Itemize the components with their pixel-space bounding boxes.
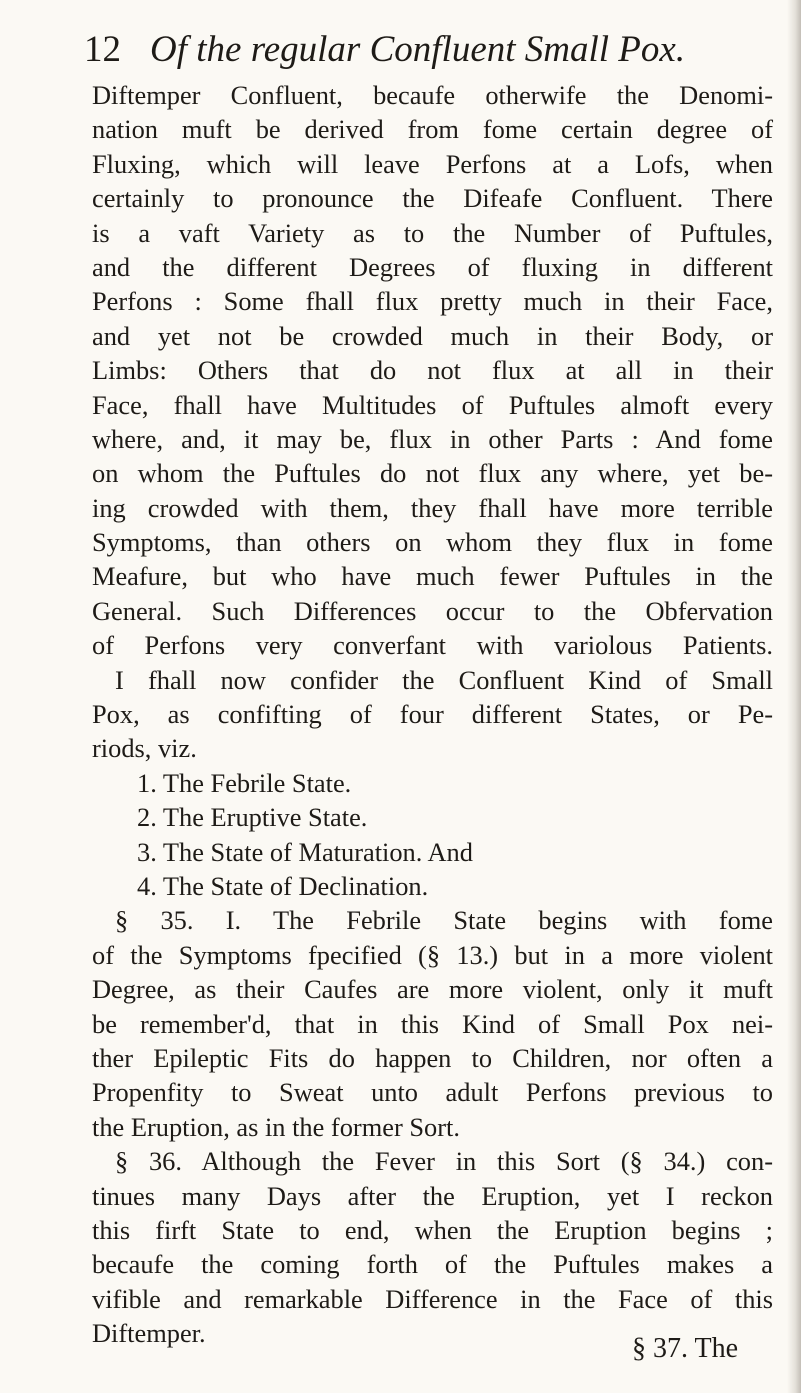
text-line: Symptoms, than others on whom they flux in fome — [92, 527, 773, 558]
section-heading-line: § 36. Although the Fever in this Sort (§ 34.) con- — [115, 1146, 773, 1177]
running-header — [84, 28, 704, 84]
text-line: General. Such Differences occur to the Obfervation — [92, 595, 773, 626]
catchword: § 37. The — [632, 1333, 739, 1364]
text-line: riods, viz. — [92, 733, 197, 764]
running-title: Of the regular Confluent Small Pox. — [150, 29, 686, 70]
text-line: I fhall now confider the Confluent Kind of Small — [115, 664, 773, 695]
page-number: 12 — [84, 29, 121, 70]
text-line: Diftemper. — [92, 1318, 206, 1349]
list-item: 1. The Febrile State. — [137, 767, 352, 798]
text-line: Perfons : Some fhall flux pretty much in their Face, — [92, 286, 773, 317]
text-line: of Perfons very converfant with variolous Patients. — [92, 630, 773, 661]
text-line: becaufe the coming forth of the Puftules makes a — [92, 1249, 773, 1280]
text-line: ing crowded with them, they fhall have more terrible — [92, 492, 773, 523]
text-line: Limbs: Others that do not flux at all in their — [92, 355, 773, 386]
text-line: of the Symptoms fpecified (§ 13.) but in a more violent — [92, 939, 773, 970]
text-line: Propenfity to Sweat unto adult Perfons previous to — [92, 1077, 773, 1108]
text-line: on whom the Puftules do not flux any where, yet be- — [92, 458, 773, 489]
page-edge-shadow — [787, 0, 801, 1393]
text-line: where, and, it may be, flux in other Parts : And fome — [92, 423, 773, 454]
list-item: 2. The Eruptive State. — [137, 802, 368, 833]
section-heading-line: § 35. I. The Febrile State begins with fome — [115, 905, 773, 936]
text-line: the Eruption, as in the former Sort. — [92, 1111, 460, 1142]
text-line: be remember'd, that in this Kind of Small Pox nei- — [92, 1008, 773, 1039]
list-item: 4. The State of Declination. — [137, 870, 429, 901]
body-text — [92, 78, 773, 1350]
text-line: Diftemper Confluent, becaufe otherwife the Denomi- — [92, 80, 773, 110]
text-line: and the different Degrees of fluxing in different — [92, 251, 773, 282]
text-line: Face, fhall have Multitudes of Puftules almoft every — [92, 389, 773, 420]
text-line: Pox, as confifting of four different States, or Pe- — [92, 699, 773, 730]
text-line: Meafure, but who have much fewer Puftules in the — [92, 561, 773, 592]
list-item: 3. The State of Maturation. And — [137, 836, 473, 867]
text-line: Fluxing, which will leave Perfons at a Lofs, when — [92, 148, 773, 179]
text-line: certainly to pronounce the Difeafe Confluent. There — [92, 183, 773, 214]
text-line: this firft State to end, when the Eruption begins ; — [92, 1214, 773, 1245]
text-line: is a vaft Variety as to the Number of Puftules, — [92, 217, 773, 248]
text-line: vifible and remarkable Difference in the Face of this — [92, 1283, 773, 1314]
text-line: and yet not be crowded much in their Body, or — [92, 320, 773, 351]
text-line: Degree, as their Caufes are more violent, only it muft — [92, 974, 773, 1005]
text-line: nation muft be derived from fome certain degree of — [92, 114, 773, 145]
text-line: ther Epileptic Fits do happen to Children, nor often a — [92, 1042, 773, 1073]
text-line: tinues many Days after the Eruption, yet I reckon — [92, 1180, 773, 1211]
